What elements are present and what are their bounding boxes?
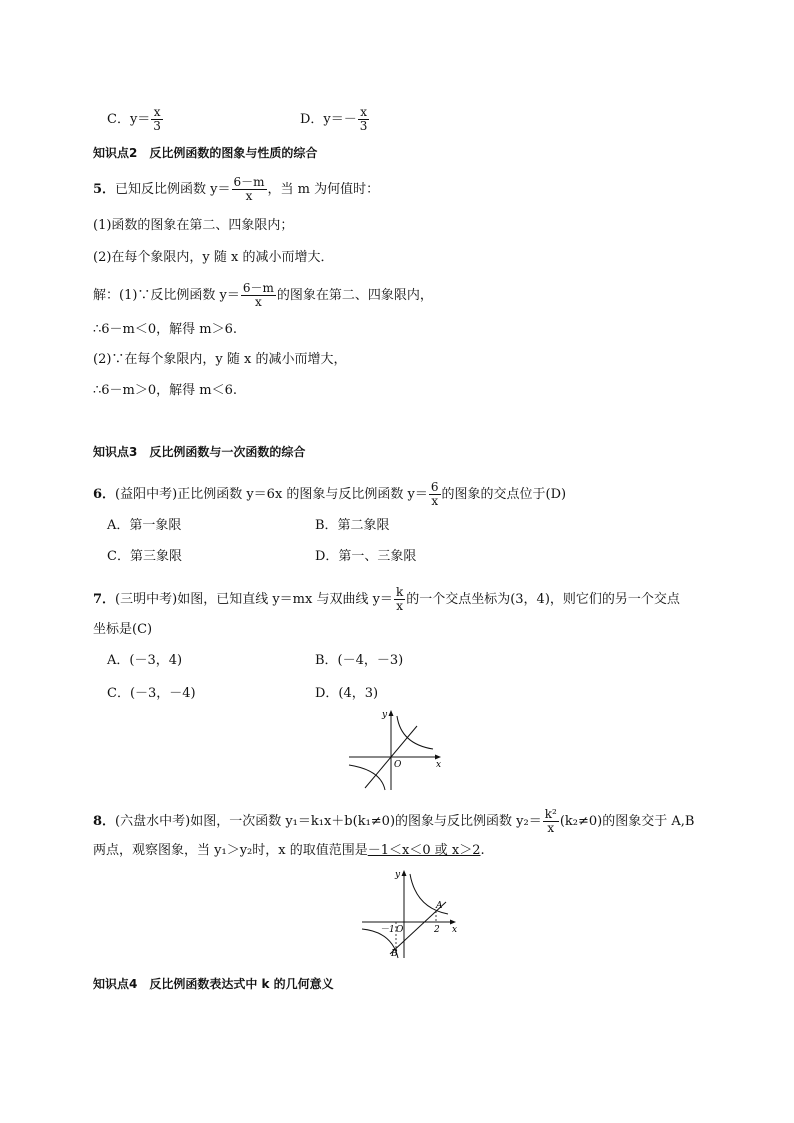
q5-solution-4: ∴6－m＞0，解得 m＜6. <box>93 383 238 398</box>
q8-text-3b: . <box>480 843 485 858</box>
q5-part-1: (1)函数的图象在第二、四象限内； <box>93 218 294 233</box>
fraction-numerator: x <box>358 106 370 120</box>
q8-figure <box>360 866 464 960</box>
q6-text-2: 的图象的交点位于(D) <box>441 487 567 502</box>
fraction-numerator: k <box>395 585 404 599</box>
q8-label-b: B <box>391 949 398 959</box>
q7-y-arrow <box>389 710 394 716</box>
q4-option-c-prefix: C．y＝ <box>107 112 151 127</box>
q7-option-c: C．(－3，－4) <box>107 686 196 701</box>
q8-text-1: (六盘水中考)如图，一次函数 y₁＝k₁x＋b(k₁≠0)的图象与反比例函数 y₂＝ <box>115 814 542 829</box>
q4-option-d <box>300 106 370 133</box>
q8-fraction <box>543 808 559 835</box>
q8-x-arrow <box>450 920 456 925</box>
q4-option-d-fraction <box>358 106 370 133</box>
fraction-numerator: k² <box>544 807 557 821</box>
q6-option-a: A．第一象限 <box>107 518 182 533</box>
q6-number: 6． <box>93 487 116 502</box>
q7-x-arrow <box>435 755 441 760</box>
fraction-denominator: x <box>255 295 262 309</box>
fraction-denominator: x <box>396 599 403 613</box>
q7-option-b: B．(－4，－3) <box>315 653 404 668</box>
q6-stem <box>93 481 566 508</box>
q8-label-origin: O <box>396 925 404 935</box>
q7-label-y: y <box>382 710 388 720</box>
q7-figure <box>345 706 447 792</box>
q7-label-x: x <box>436 760 442 770</box>
q5-fraction <box>232 176 267 203</box>
q5-solution-1 <box>93 282 433 309</box>
q8-answer: －1＜x＜0 或 x＞2 <box>367 843 481 858</box>
q4-option-d-prefix: D．y＝－ <box>300 112 357 127</box>
q6-option-c: C．第三象限 <box>107 549 182 564</box>
q5-part-2: (2)在每个象限内，y 随 x 的减小而增大． <box>93 250 334 265</box>
q5-solution-fraction <box>241 282 276 309</box>
q4-option-c-fraction <box>151 106 163 133</box>
q4-option-c <box>107 106 164 133</box>
fraction-denominator: x <box>547 821 555 835</box>
q8-stem-line-2 <box>93 841 485 861</box>
q8-y-arrow <box>402 870 407 876</box>
fraction-denominator: x <box>245 189 253 203</box>
q5-solution-2: ∴6－m＜0，解得 m＞6. <box>93 322 238 337</box>
q5-solution-1-text-b: 的图象在第二、四象限内， <box>276 288 433 303</box>
q5-text-1: 已知反比例函数 y＝ <box>115 182 231 197</box>
q7-option-d: D．(4，3) <box>315 686 379 701</box>
q5-text-2: ，当 m 为何值时： <box>267 182 380 197</box>
q6-fraction <box>429 481 441 508</box>
q7-option-a: A．(－3，4) <box>107 653 183 668</box>
fraction-numerator: x <box>151 106 163 120</box>
q7-text-1: (三明中考)如图，已知直线 y＝mx 与双曲线 y＝ <box>115 592 393 607</box>
q7-stem <box>93 586 680 613</box>
fraction-numerator: 6－m <box>233 175 265 189</box>
q5-solution-3: (2)∵在每个象限内，y 随 x 的减小而增大， <box>93 352 347 367</box>
q8-stem <box>93 808 694 835</box>
q8-label-neg1: －1 <box>380 925 395 935</box>
q8-label-two: 2 <box>434 925 440 935</box>
q8-label-a: A <box>436 901 443 911</box>
q7-fraction <box>394 586 405 613</box>
fraction-denominator: 3 <box>153 119 161 133</box>
q5-stem <box>93 176 379 203</box>
q8-number: 8． <box>93 814 116 829</box>
q8-text-3a: 两点，观察图象，当 y₁＞y₂时，x 的取值范围是 <box>93 843 368 858</box>
section-heading-kp4: 知识点4 反比例函数表达式中 k 的几何意义 <box>93 977 334 991</box>
section-heading-kp2: 知识点2 反比例函数的图象与性质的综合 <box>93 146 318 160</box>
fraction-numerator: 6－m <box>242 281 274 295</box>
fraction-numerator: 6 <box>430 480 439 494</box>
section-heading-kp3: 知识点3 反比例函数与一次函数的综合 <box>93 445 306 459</box>
q5-number: 5． <box>93 182 116 197</box>
q6-option-d: D．第一、三象限 <box>315 549 417 564</box>
q7-text-2: 的一个交点坐标为(3，4)，则它们的另一个交点 <box>406 592 680 607</box>
q8-text-2: (k₂≠0)的图象交于 A,B <box>559 814 695 829</box>
fraction-denominator: x <box>431 494 439 508</box>
q6-option-b: B．第二象限 <box>315 518 390 533</box>
q7-stem-line-2: 坐标是(C) <box>93 622 153 637</box>
fraction-denominator: 3 <box>359 119 368 133</box>
q7-label-origin: O <box>394 760 402 770</box>
q7-number: 7． <box>93 592 116 607</box>
q8-label-x: x <box>452 925 458 935</box>
q8-label-y: y <box>395 870 401 880</box>
q6-text-1: (益阳中考)正比例函数 y＝6x 的图象与反比例函数 y＝ <box>115 487 428 502</box>
q5-solution-1-text-a: 解：(1)∵反比例函数 y＝ <box>93 288 240 303</box>
